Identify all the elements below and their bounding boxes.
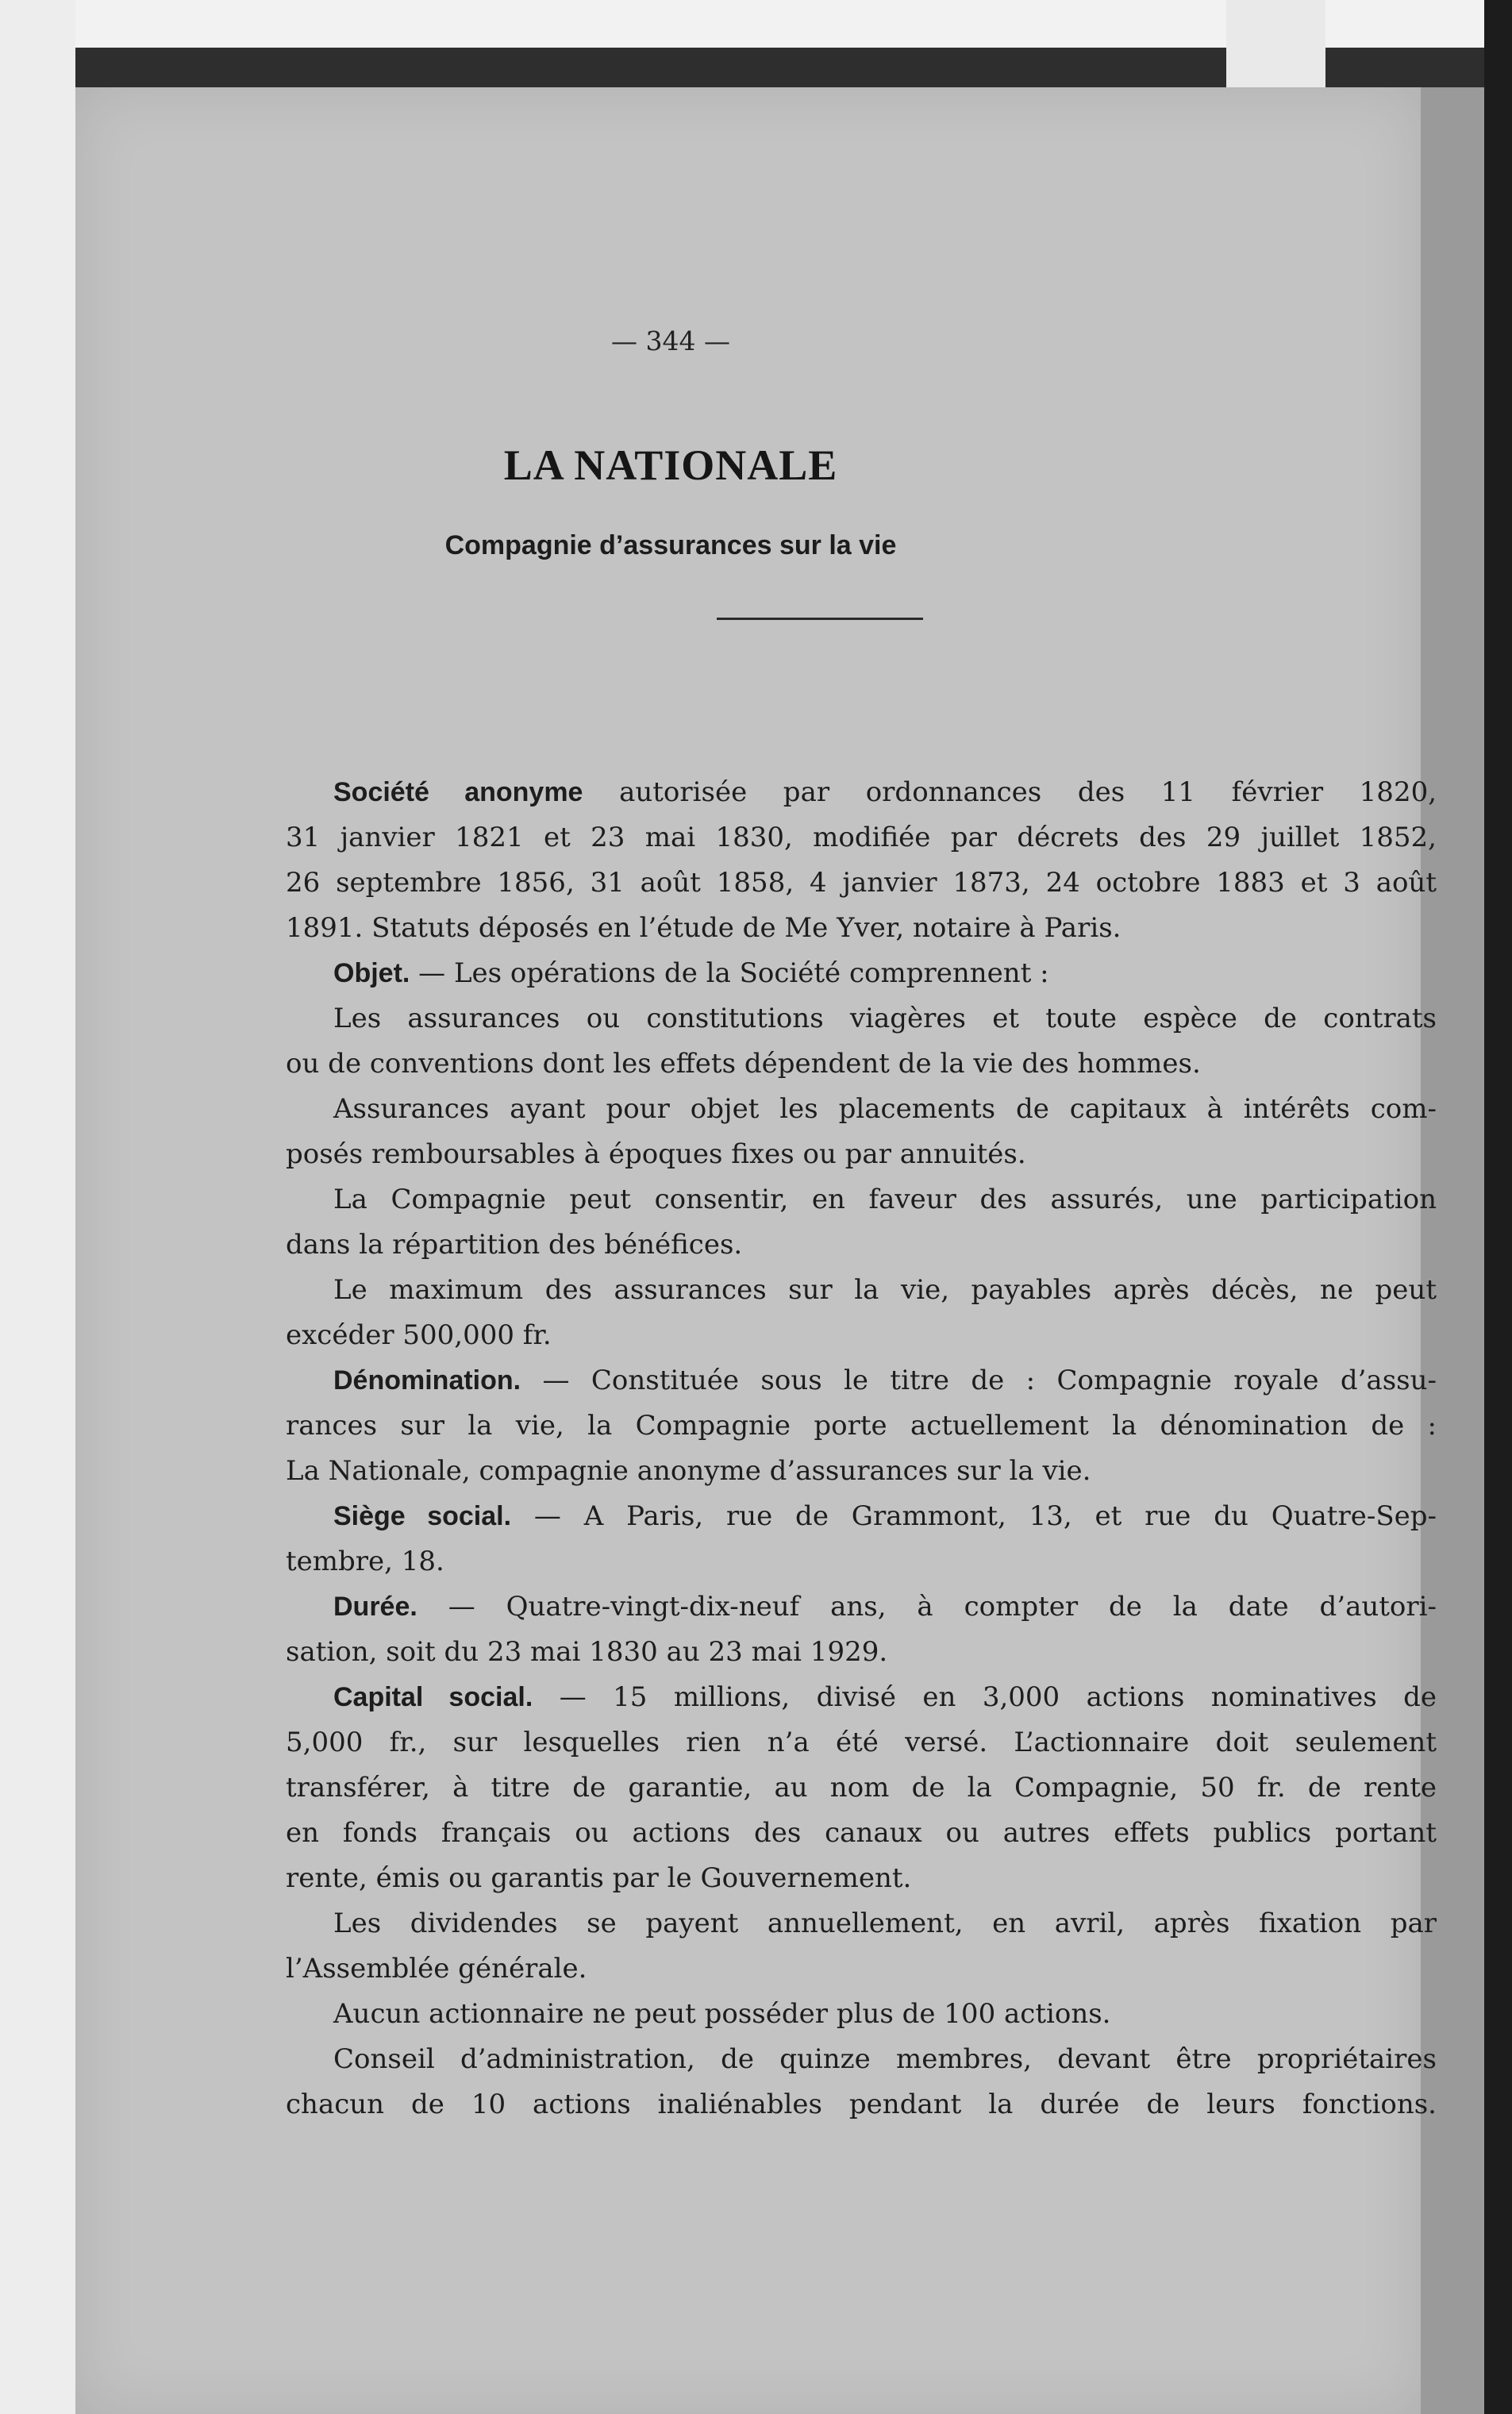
line-text: 31 janvier 1821 et 23 mai 1830, modifiée par décrets des 29 juillet 1852, <box>286 822 1437 853</box>
text-line <box>286 860 1437 906</box>
section-keyword: Objet. <box>333 958 410 988</box>
body-text <box>286 770 1437 2127</box>
section-keyword: Société anonyme <box>333 777 583 807</box>
line-text: en fonds français ou actions des canaux ou autres effets publics portant <box>286 1817 1437 1849</box>
line-text: — Quatre-vingt-dix-neuf ans, à compter de la date d’autori- <box>417 1591 1437 1623</box>
text-line <box>286 996 1437 1041</box>
text-line <box>286 1675 1437 1720</box>
text-line <box>286 1177 1437 1222</box>
text-line <box>286 1811 1437 1856</box>
text-line <box>286 1992 1437 2037</box>
line-text: autorisée par ordonnances des 11 février 1820, <box>583 776 1437 808</box>
text-line <box>286 1720 1437 1765</box>
text-line <box>286 906 1437 951</box>
text-line <box>286 1539 1437 1584</box>
document-title: LA NATIONALE <box>503 441 838 489</box>
line-text: 5,000 fr., sur lesquelles rien n’a été versé. L’actionnaire doit seulement <box>286 1727 1437 1758</box>
section-keyword: Durée. <box>333 1592 417 1622</box>
document-page <box>75 87 1437 2414</box>
text-line <box>286 1132 1437 1177</box>
section-keyword: Siège social. <box>333 1501 512 1531</box>
line-text: La Compagnie peut consentir, en faveur des assurés, une participation <box>333 1184 1437 1215</box>
text-line <box>286 1494 1437 1539</box>
text-line <box>286 1449 1437 1494</box>
text-line <box>286 1901 1437 1946</box>
line-text: Conseil d’administration, de quinze membres, devant être propriétaires <box>333 2043 1437 2075</box>
line-text: Aucun actionnaire ne peut posséder plus de 100 actions. <box>333 1998 1111 2030</box>
line-text: posés remboursables à époques fixes ou par annuités. <box>286 1138 1026 1170</box>
text-line <box>286 2082 1437 2127</box>
scan-background-left <box>0 0 75 2414</box>
line-text: 1891. Statuts déposés en l’étude de Me Yver, notaire à Paris. <box>286 912 1121 944</box>
book-cover-edge <box>1484 0 1512 2414</box>
line-text: Assurances ayant pour objet les placements de capitaux à intérêts com- <box>333 1093 1437 1125</box>
line-text: transférer, à titre de garantie, au nom de la Compagnie, 50 fr. de rente <box>286 1772 1437 1804</box>
line-text: tembre, 18. <box>286 1546 444 1577</box>
text-line <box>286 1041 1437 1087</box>
text-line <box>286 1946 1437 1992</box>
line-text: — 15 millions, divisé en 3,000 actions nominatives de <box>533 1681 1437 1713</box>
line-text: Les dividendes se payent annuellement, en avril, après fixation par <box>333 1908 1437 1939</box>
text-line <box>286 1268 1437 1313</box>
line-text: rente, émis ou garantis par le Gouvernement. <box>286 1862 912 1894</box>
text-line <box>286 951 1437 996</box>
document-subtitle: Compagnie d’assurances sur la vie <box>444 530 897 560</box>
line-text: chacun de 10 actions inaliénables pendant la durée de leurs fonctions. <box>286 2089 1437 2120</box>
section-keyword: Dénomination. <box>333 1365 521 1396</box>
text-line <box>286 1313 1437 1358</box>
line-text: sation, soit du 23 mai 1830 au 23 mai 1929. <box>286 1636 888 1668</box>
page-number: — 344 — <box>611 325 730 356</box>
line-text: — Les opérations de la Société comprennent : <box>410 957 1049 989</box>
title-divider <box>717 618 923 620</box>
line-text: ou de conventions dont les effets dépendent de la vie des hommes. <box>286 1048 1201 1080</box>
text-line <box>286 1856 1437 1901</box>
line-text: excéder 500,000 fr. <box>286 1319 552 1351</box>
line-text: — Constituée sous le titre de : Compagnie royale d’assu- <box>521 1365 1437 1396</box>
text-line <box>286 815 1437 860</box>
line-text: l’Assemblée générale. <box>286 1953 587 1985</box>
section-keyword: Capital social. <box>333 1682 533 1712</box>
line-text: — A Paris, rue de Grammont, 13, et rue du Quatre-Sep- <box>511 1500 1437 1532</box>
text-line <box>286 1403 1437 1449</box>
line-text: dans la répartition des bénéfices. <box>286 1229 743 1261</box>
text-line <box>286 1765 1437 1811</box>
line-text: Le maximum des assurances sur la vie, payables après décès, ne peut <box>333 1274 1437 1306</box>
scan-background-spine <box>1226 0 1325 95</box>
text-line <box>286 1087 1437 1132</box>
text-line <box>286 1584 1437 1630</box>
text-line <box>286 1358 1437 1403</box>
line-text: Les assurances ou constitutions viagères et toute espèce de contrats <box>333 1003 1437 1034</box>
text-line <box>286 2037 1437 2082</box>
text-line <box>286 1630 1437 1675</box>
text-line <box>286 1222 1437 1268</box>
line-text: La Nationale, compagnie anonyme d’assurances sur la vie. <box>286 1455 1091 1487</box>
text-line <box>286 770 1437 815</box>
line-text: 26 septembre 1856, 31 août 1858, 4 janvier 1873, 24 octobre 1883 et 3 août <box>286 867 1437 899</box>
line-text: rances sur la vie, la Compagnie porte actuellement la dénomination de : <box>286 1410 1437 1442</box>
